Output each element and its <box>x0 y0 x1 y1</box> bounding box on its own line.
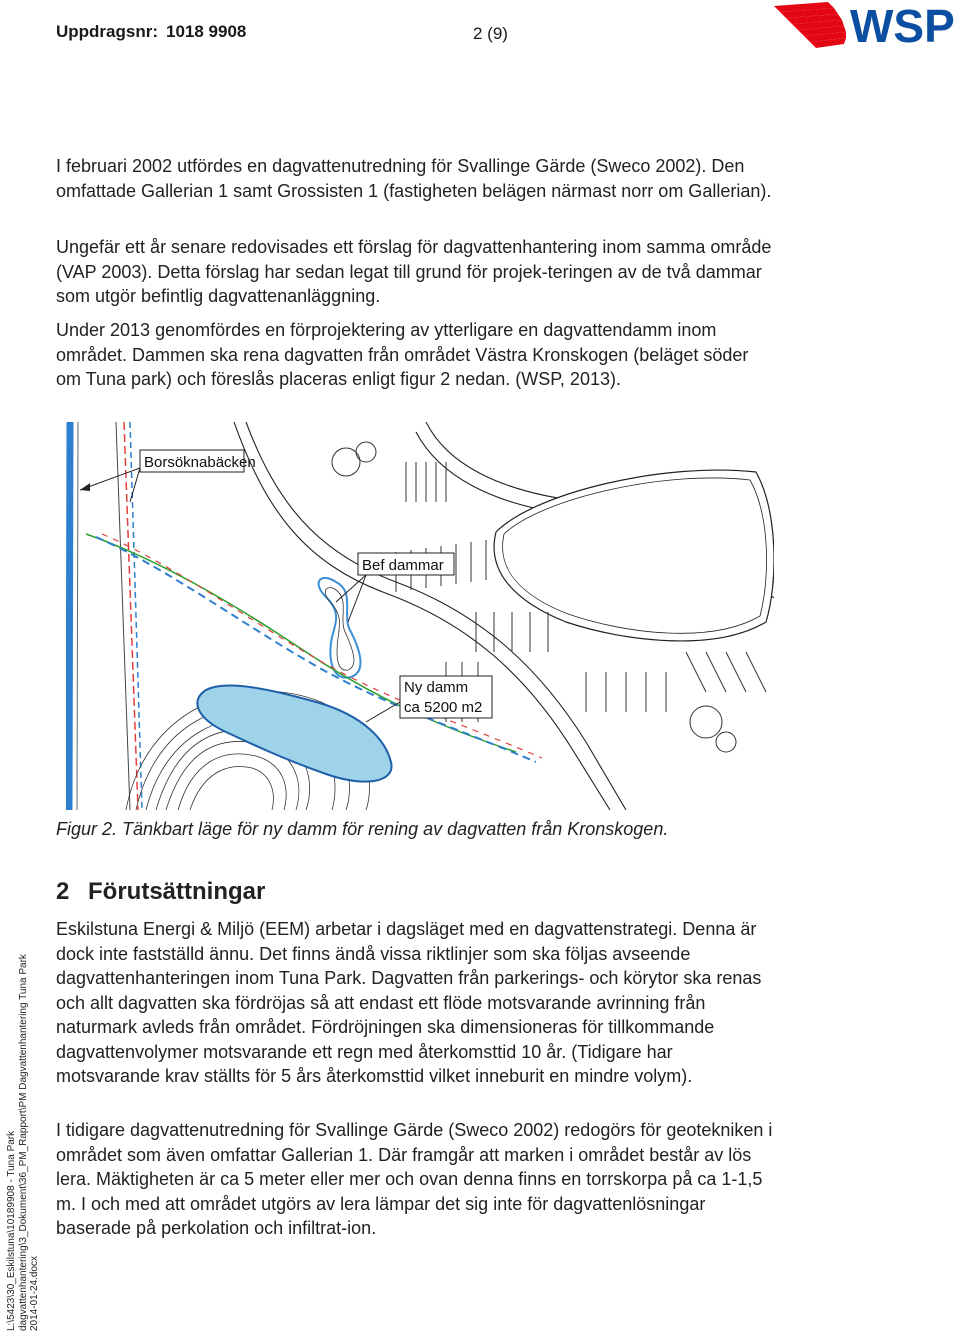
file-path-line3: 2014-01-24.docx <box>29 1255 40 1331</box>
paragraph-2013: Under 2013 genomfördes en förprojektering av ytterligare en dagvattendamm inom området. Dammen ska rena dagvatten från området Västra Kronskogen (beläget söder om Tuna park) och föreslås placeras enligt figur 2 nedan. (WSP, 2013). <box>56 320 749 389</box>
section-heading <box>56 878 265 906</box>
label-borsoknabacken: Borsöknabäcken <box>144 454 256 471</box>
label-ny-damm-area: ca 5200 m2 <box>404 699 483 716</box>
file-path-line1: L:\5423\30_Eskilstuna\10189908 - Tuna Park <box>6 1130 17 1331</box>
paragraph-eem: Eskilstuna Energi & Miljö (EEM) arbetar i dagsläget med en dagvattenstrategi. Denna är dock inte fastställd ännu. Det finns ändå vissa riktlinjer som ska följas avseende dagvattenhanteringen inom Tuna Park. Dagvatten från parkerings- och körytor ska renas och allt dagvatten ska fördröjas så att endast ett flöde motsvarande avrinning från naturmark avleds från området. Fördröjningen ska dimensioneras för tillkommande dagvattenvolymer motsvarande ett regn med återkomsttid 10 år. (Tidigare har motsvarande krav ställts för 5 års återkomsttid vilket inneburit en mindre volym). <box>56 919 762 1086</box>
wsp-logo <box>768 0 960 50</box>
project-number: 1018 9908 <box>166 22 247 41</box>
site-map-figure <box>66 422 774 810</box>
file-path-sidebar <box>0 0 40 1331</box>
logo-text: WSP <box>850 0 955 50</box>
logo-mark <box>774 2 846 48</box>
paragraph-vap: Ungefär ett år senare redovisades ett förslag för dagvattenhantering inom samma område (VAP 2003). Detta förslag har sedan legat till grund för projek-teringen av de två dammar som utgör befintlig dagvattenanläggning. <box>56 237 772 306</box>
page-number: 2 (9) <box>473 24 508 43</box>
paragraph-intro: I februari 2002 utfördes en dagvattenutredning för Svallinge Gärde (Sweco 2002). Den omfattade Gallerian 1 samt Grossisten 1 (fastigheten belägen närmast norr om Gallerian). <box>56 156 772 201</box>
site-map <box>66 422 774 810</box>
file-path-line2: dagvattenhantering\3_Dokument\36_PM_Rapport\PM Dagvattenhantering Tuna Park <box>17 954 29 1331</box>
section-title: Förutsättningar <box>88 878 266 905</box>
label-bef-dammar: Bef dammar <box>362 557 444 574</box>
label-ny-damm: Ny damm <box>404 679 469 696</box>
project-label: Uppdragsnr: <box>56 22 158 41</box>
paragraph-geotechnics: I tidigare dagvattenutredning för Svallinge Gärde (Sweco 2002) redogörs för geotekniken i området som även omfattar Gallerian 1. Där framgår att marken i området består av lös lera. Mäktigheten är ca 5 meter eller mer och ovan denna finns en torrskorpa på ca 1-1,5 m. I och med att området utgörs av lera lämpar det sig inte för dagvattenlösningar baserade på perkolation och infiltrat-ion. <box>56 1120 773 1238</box>
figure-caption: Figur 2. Tänkbart läge för ny damm för rening av dagvatten från Kronskogen. <box>56 819 669 839</box>
header-project-number <box>56 22 246 42</box>
section-number: 2 <box>56 878 70 905</box>
